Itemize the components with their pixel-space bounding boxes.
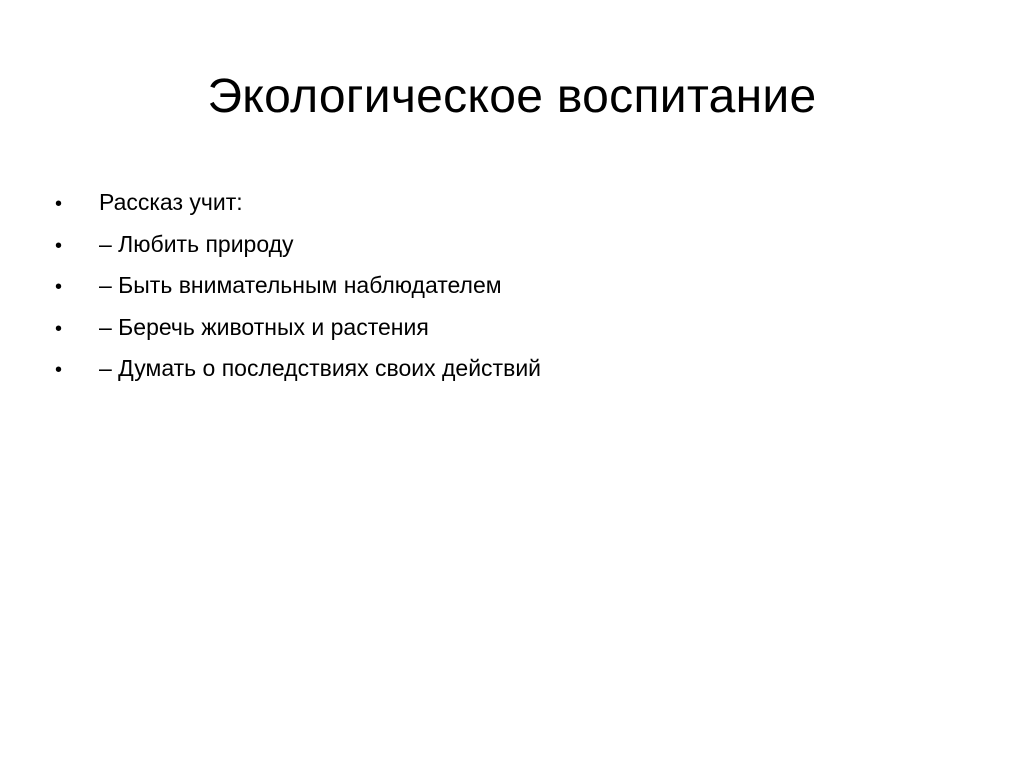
bullet-icon: • [55, 317, 63, 340]
list-item [55, 348, 541, 390]
list-item-text: – Думать о последствиях своих действий [99, 355, 542, 381]
slide-title: Экологическое воспитание [207, 70, 817, 123]
list-item [55, 307, 541, 349]
list-item-text: – Любить природу [99, 230, 294, 257]
list-item [55, 182, 541, 224]
list-item [55, 265, 541, 307]
list-item-text: – Быть внимательным наблюдателем [99, 272, 502, 298]
bullet-icon: • [55, 234, 63, 257]
bullet-icon: • [55, 276, 63, 298]
list-item-text: – Беречь животных и растения [99, 313, 429, 340]
list-item [55, 224, 541, 266]
bullet-icon: • [55, 193, 63, 215]
bullet-list [55, 182, 541, 390]
bullet-icon: • [55, 359, 63, 381]
list-item-text: Рассказ учит: [99, 189, 243, 215]
